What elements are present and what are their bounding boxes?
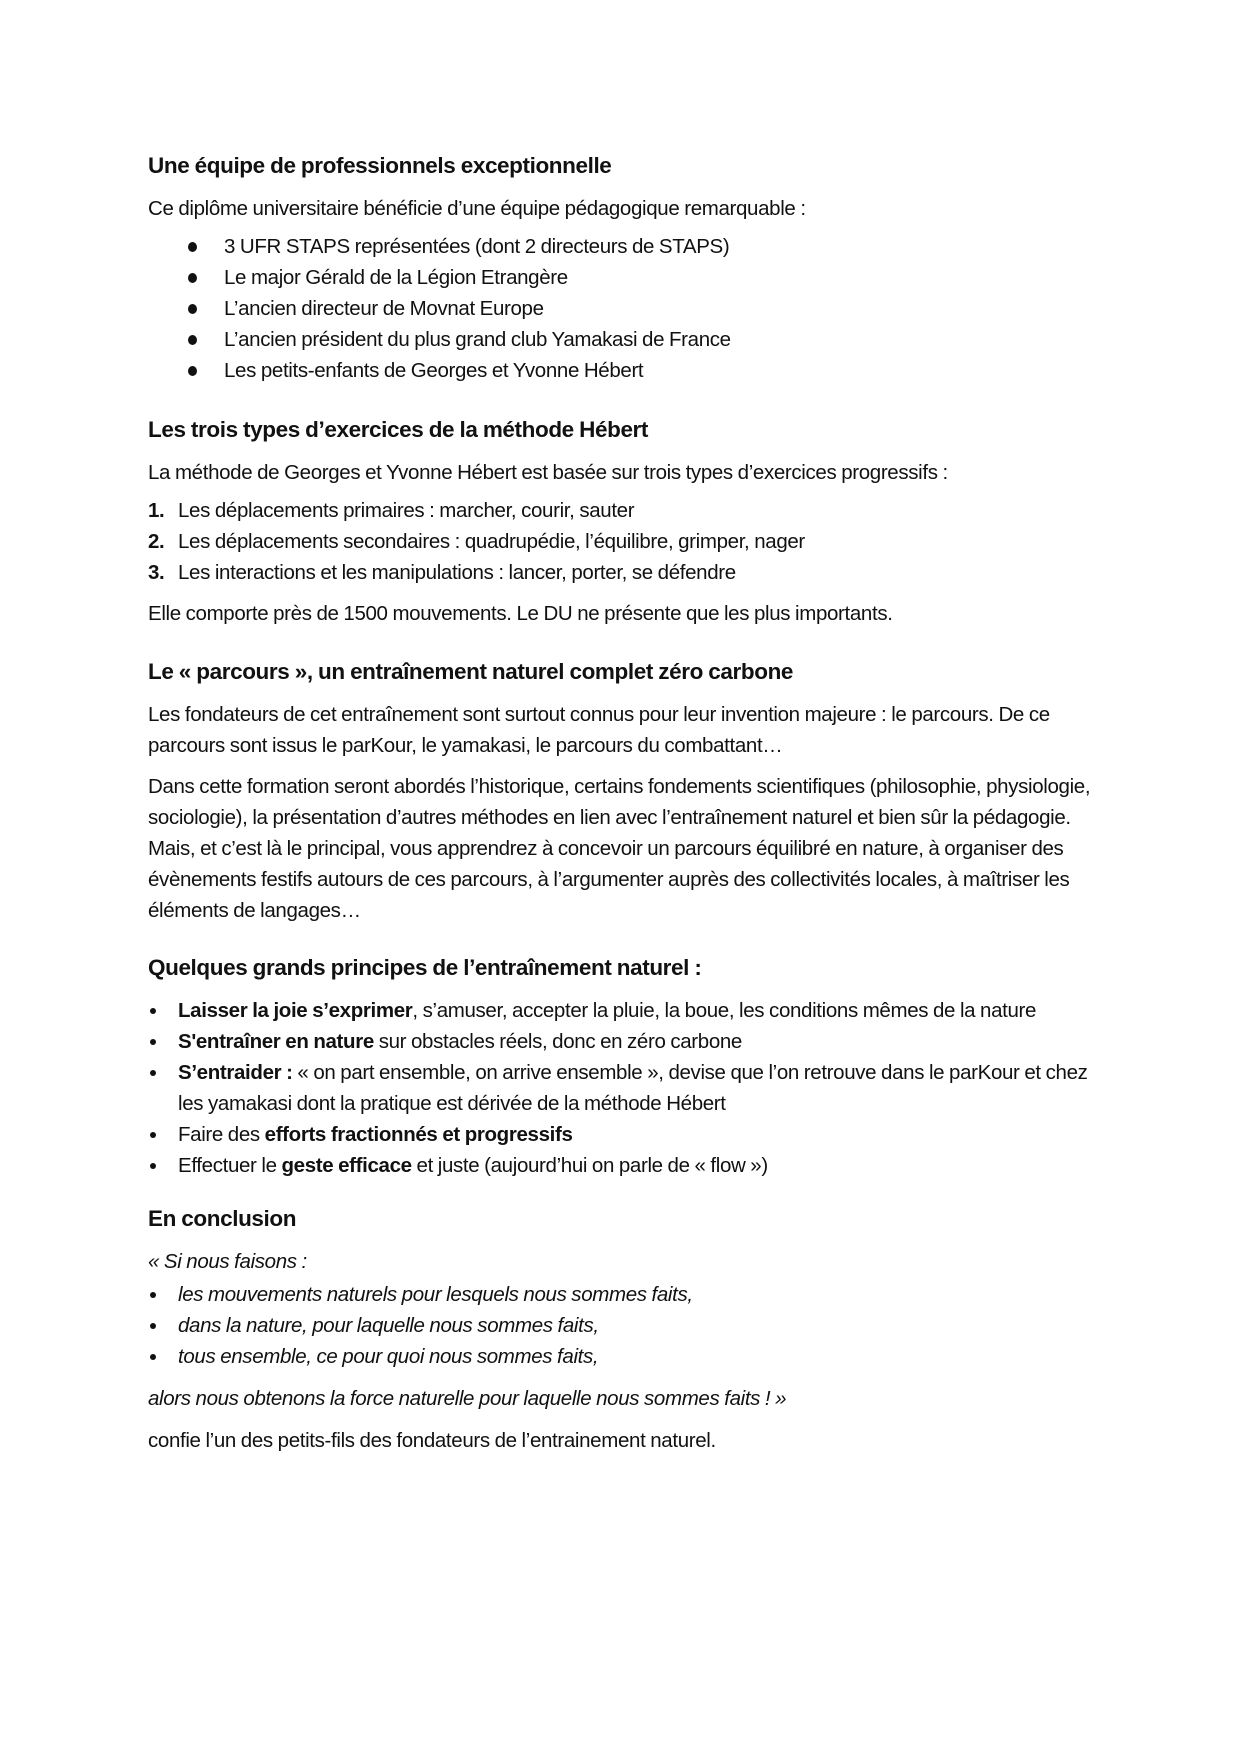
- list-item: 2. Les déplacements secondaires : quadrupédie, l’équilibre, grimper, nager: [148, 530, 805, 553]
- quote-opening: « Si nous faisons :: [148, 1250, 307, 1273]
- section-title-team: Une équipe de professionnels exceptionnelle: [148, 153, 612, 178]
- bullet-icon: [150, 1292, 156, 1298]
- bullet-icon: [188, 242, 197, 252]
- list-item: Les petits-enfants de Georges et Yvonne Hébert: [148, 355, 1108, 386]
- quote-attribution: confie l’un des petits-fils des fondateurs de l’entrainement naturel.: [148, 1429, 716, 1452]
- list-item: S'entraîner en nature sur obstacles réels, donc en zéro carbone: [148, 1026, 1108, 1057]
- exercises-intro: La méthode de Georges et Yvonne Hébert est basée sur trois types d’exercices progressifs :: [148, 461, 948, 484]
- list-item: 3. Les interactions et les manipulations : lancer, porter, se défendre: [148, 561, 736, 584]
- list-item: Laisser la joie s’exprimer, s’amuser, accepter la pluie, la boue, les conditions mêmes de la nature: [148, 995, 1108, 1026]
- principles-list: [148, 995, 1108, 1181]
- list-item: Le major Gérald de la Légion Etrangère: [148, 262, 1108, 293]
- quote-closing: alors nous obtenons la force naturelle pour laquelle nous sommes faits ! »: [148, 1387, 787, 1410]
- quote-list: [148, 1279, 1108, 1372]
- exercises-list: [148, 495, 1108, 588]
- list-item: L’ancien directeur de Movnat Europe: [148, 293, 1108, 324]
- section-title-exercises: Les trois types d’exercices de la méthode Hébert: [148, 417, 649, 442]
- list-item: dans la nature, pour laquelle nous sommes faits,: [148, 1310, 1108, 1341]
- list-item: 1. Les déplacements primaires : marcher, courir, sauter: [148, 499, 635, 522]
- section-title-conclusion: En conclusion: [148, 1206, 297, 1231]
- list-item: Effectuer le geste efficace et juste (aujourd’hui on parle de « flow »): [148, 1150, 1108, 1181]
- parcours-paragraph-1: Les fondateurs de cet entraînement sont surtout connus pour leur invention majeure : le parcours. De ce parcours sont issus le parKour, le yamakasi, le parcours du combattant…: [148, 703, 1050, 757]
- bullet-icon: [150, 1132, 156, 1138]
- section-title-parcours: Le « parcours », un entraînement naturel complet zéro carbone: [148, 659, 794, 684]
- bullet-icon: [150, 1323, 156, 1329]
- list-item: les mouvements naturels pour lesquels nous sommes faits,: [148, 1279, 1108, 1310]
- list-item: tous ensemble, ce pour quoi nous sommes faits,: [148, 1341, 1108, 1372]
- bullet-icon: [150, 1163, 156, 1169]
- team-intro: Ce diplôme universitaire bénéficie d’une équipe pédagogique remarquable :: [148, 197, 806, 220]
- list-item: L’ancien président du plus grand club Yamakasi de France: [148, 324, 1108, 355]
- bullet-icon: [150, 1008, 156, 1014]
- bullet-icon: [150, 1354, 156, 1360]
- bullet-icon: [150, 1039, 156, 1045]
- bullet-icon: [188, 335, 197, 345]
- list-item: Faire des efforts fractionnés et progressifs: [148, 1119, 1108, 1150]
- bullet-icon: [150, 1070, 156, 1076]
- list-item: S’entraider : « on part ensemble, on arrive ensemble », devise que l’on retrouve dans le parKour et chez les yamakasi dont la pratique est dérivée de la méthode Hébert: [148, 1057, 1108, 1119]
- bullet-icon: [188, 273, 197, 283]
- list-item: 3 UFR STAPS représentées (dont 2 directeurs de STAPS): [148, 231, 1108, 262]
- exercises-note: Elle comporte près de 1500 mouvements. Le DU ne présente que les plus importants.: [148, 602, 893, 625]
- parcours-paragraph-2: Dans cette formation seront abordés l’historique, certains fondements scientifiques (philosophie, physiologie, sociologie), la présentation d’autres méthodes en lien avec l’entraînement naturel et bien sûr la pédagogie. Mais, et c’est là le principal, vous apprendrez à concevoir un parcours équilibré en nature, à organiser des évènements festifs autours de ces parcours, à l’argumenter auprès des collectivités locales, à maîtriser les éléments de langages…: [148, 775, 1091, 922]
- bullet-icon: [188, 304, 197, 314]
- document-page: [148, 150, 1108, 1456]
- section-title-principles: Quelques grands principes de l’entraînement naturel :: [148, 955, 702, 980]
- team-list: [148, 231, 1108, 386]
- bullet-icon: [188, 366, 197, 376]
